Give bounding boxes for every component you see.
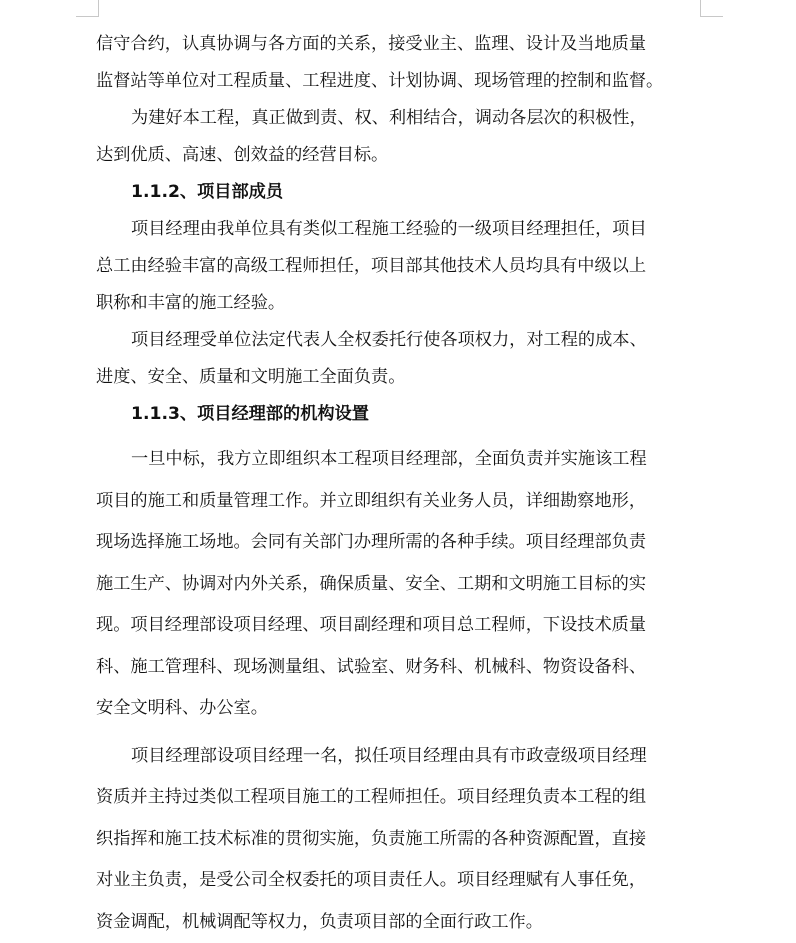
text-line: 信守合约，认真协调与各方面的关系，接受业主、监理、设计及当地质量 (96, 26, 702, 63)
margin-corner-mark-left (76, 0, 99, 17)
text-line: 项目经理受单位法定代表人全权委托行使各项权力，对工程的成本、 (96, 322, 702, 359)
section-heading-1-1-2: 1.1.2、项目部成员 (96, 174, 702, 211)
text-line: 资质并主持过类似工程项目施工的工程师担任。项目经理负责本工程的组 (96, 777, 702, 819)
text-line: 进度、安全、质量和文明施工全面负责。 (96, 359, 702, 396)
text-line: 职称和丰富的施工经验。 (96, 285, 702, 322)
text-line: 达到优质、高速、创效益的经营目标。 (96, 137, 702, 174)
text-line: 织指挥和施工技术标准的贯彻实施，负责施工所需的各种资源配置，直接 (96, 819, 702, 861)
text-line: 一旦中标，我方立即组织本工程项目经理部，全面负责并实施该工程 (96, 439, 702, 481)
paragraph-members (96, 211, 702, 322)
text-line: 项目经理由我单位具有类似工程施工经验的一级项目经理担任，项目 (96, 211, 702, 248)
paragraph-goal (96, 100, 702, 174)
text-line: 为建好本工程，真正做到责、权、利相结合，调动各层次的积极性， (96, 100, 702, 137)
section-1-1-3-body (96, 439, 702, 943)
text-line: 对业主负责，是受公司全权委托的项目责任人。项目经理赋有人事任免， (96, 860, 702, 902)
text-line: 现。项目经理部设项目经理、项目副经理和项目总工程师，下设技术质量 (96, 605, 702, 647)
text-line: 项目经理部设项目经理一名，拟任项目经理由具有市政壹级项目经理 (96, 736, 702, 778)
text-line: 施工生产、协调对内外关系，确保质量、安全、工期和文明施工目标的实 (96, 564, 702, 606)
text-line: 现场选择施工场地。会同有关部门办理所需的各种手续。项目经理部负责 (96, 522, 702, 564)
text-line: 科、施工管理科、现场测量组、试验室、财务科、机械科、物资设备科、 (96, 647, 702, 689)
text-line: 总工由经验丰富的高级工程师担任，项目部其他技术人员均具有中级以上 (96, 248, 702, 285)
paragraph-continued (96, 26, 702, 100)
section-heading-1-1-3: 1.1.3、项目经理部的机构设置 (96, 396, 702, 433)
text-line: 项目的施工和质量管理工作。并立即组织有关业务人员，详细勘察地形， (96, 481, 702, 523)
text-line: 监督站等单位对工程质量、工程进度、计划协调、现场管理的控制和监督。 (96, 63, 702, 100)
paragraph-organization (96, 439, 702, 730)
margin-corner-mark-right (700, 0, 723, 17)
paragraph-authority (96, 322, 702, 396)
text-line: 资金调配，机械调配等权力，负责项目部的全面行政工作。 (96, 902, 702, 943)
text-line: 安全文明科、办公室。 (96, 688, 702, 730)
document-body (96, 26, 702, 943)
paragraph-project-manager (96, 736, 702, 943)
